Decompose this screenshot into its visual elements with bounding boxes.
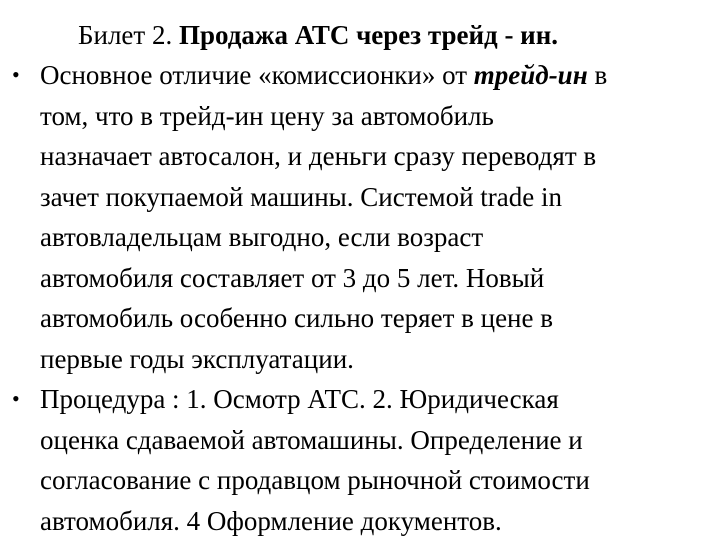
- bullet-text-line: том, что в трейд-ин цену за автомобиль: [40, 96, 716, 137]
- bullet-text-line: Процедура : 1. Осмотр АТС. 2. Юридическая: [40, 379, 716, 420]
- bullet-text-line: согласование с продавцом рыночной стоимости: [40, 460, 716, 501]
- bullet-dot-icon: •: [12, 379, 20, 420]
- bullet-list: [0, 55, 720, 541]
- title-bold: Продажа АТС через трейд - ин.: [179, 20, 558, 50]
- bullet-dot-icon: •: [12, 55, 20, 96]
- bullet-text-fragment: Основное отличие «комиссионки» от: [40, 60, 474, 90]
- bullet-text-line: автомобиля. 4 Оформление документов.: [40, 501, 716, 541]
- bullet-item-procedure: [0, 379, 720, 541]
- bullet-text-line: [40, 55, 716, 96]
- bullet-text-line: назначает автосалон, и деньги сразу переводят в: [40, 136, 716, 177]
- bullet-text-line: оценка сдаваемой автомашины. Определение и: [40, 420, 716, 461]
- bullet-text-line: первые годы эксплуатации.: [40, 339, 716, 380]
- bullet-text-line: автовладельцам выгодно, если возраст: [40, 217, 716, 258]
- bullet-item-trade-in-definition: [0, 55, 720, 379]
- emphasized-term: трейд-ин: [474, 60, 588, 90]
- bullet-text-line: автомобиля составляет от 3 до 5 лет. Новый: [40, 258, 716, 299]
- bullet-text-fragment: в: [588, 60, 608, 90]
- bullet-text-line: зачет покупаемой машины. Системой trade in: [40, 177, 716, 218]
- slide-title: [78, 15, 558, 55]
- bullet-text-line: автомобиль особенно сильно теряет в цене в: [40, 298, 716, 339]
- title-prefix: Билет 2.: [78, 20, 179, 50]
